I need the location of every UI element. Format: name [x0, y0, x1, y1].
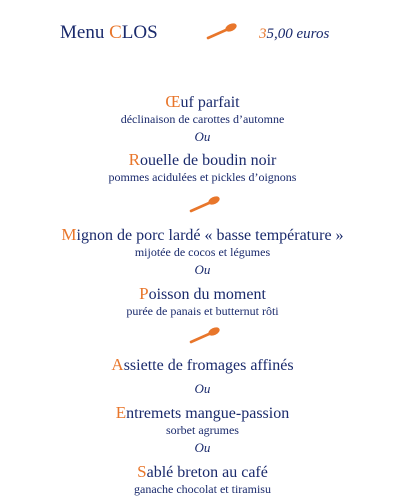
- or-separator: Ou: [194, 129, 211, 144]
- menu-title-initial: M: [60, 22, 77, 43]
- menu-header: [0, 22, 405, 48]
- menu-title-rest: enu: [76, 22, 110, 43]
- price-rest: 5,00 euros: [266, 26, 330, 42]
- dish-initial: R: [128, 150, 140, 169]
- dish-name: [0, 404, 405, 423]
- dish-dessert-2: [0, 404, 405, 437]
- dish-name-rest: ablé breton au café: [146, 464, 268, 481]
- dish-dessert-3: [0, 463, 405, 496]
- spoon-icon: [187, 326, 221, 346]
- dish-name-rest: uf parfait: [180, 94, 240, 111]
- or-separator: Ou: [194, 262, 211, 277]
- dish-name: [0, 226, 405, 245]
- dish-initial: Œ: [165, 92, 181, 111]
- dish-name-rest: oisson du moment: [148, 286, 266, 303]
- dish-description: pommes acidulées et pickles d’oignons: [108, 170, 297, 184]
- dish-main-1: [0, 226, 405, 259]
- dish-dessert-1: [0, 356, 405, 375]
- dish-main-2: [0, 285, 405, 318]
- dish-name-rest: ouelle de boudin noir: [139, 152, 277, 169]
- dish-description: déclinaison de carottes d’automne: [120, 112, 285, 126]
- dish-name-rest: ignon de porc lardé « basse température »: [76, 227, 344, 244]
- dish-name: [0, 93, 405, 112]
- dish-starter-1: [0, 93, 405, 126]
- price-initial: 3: [259, 26, 267, 42]
- dish-name-rest: ssiette de fromages affinés: [123, 357, 294, 374]
- dish-name: [0, 151, 405, 170]
- dish-name-rest: ntremets mangue-passion: [126, 405, 290, 422]
- dish-name: [0, 356, 405, 375]
- dish-description: ganache chocolat et tiramisu: [134, 482, 271, 496]
- or-separator: Ou: [194, 381, 211, 396]
- or-separator: Ou: [194, 440, 211, 455]
- dish-name: [0, 285, 405, 304]
- brand-initial: C: [109, 22, 122, 43]
- dish-initial: S: [137, 462, 147, 481]
- dish-description: purée de panais et butternut rôti: [126, 304, 279, 318]
- brand-rest: LOS: [121, 22, 158, 43]
- menu-title: [60, 22, 158, 44]
- dish-initial: E: [115, 403, 127, 422]
- menu-price: [259, 26, 329, 43]
- dish-starter-2: [0, 151, 405, 184]
- spoon-icon: [204, 22, 238, 42]
- dish-description: mijotée de cocos et légumes: [134, 245, 271, 259]
- dish-name: [0, 463, 405, 482]
- dish-initial: P: [139, 284, 149, 303]
- spoon-icon: [187, 195, 221, 215]
- dish-initial: A: [111, 355, 124, 374]
- dish-description: sorbet agrumes: [166, 423, 239, 437]
- dish-initial: M: [61, 225, 77, 244]
